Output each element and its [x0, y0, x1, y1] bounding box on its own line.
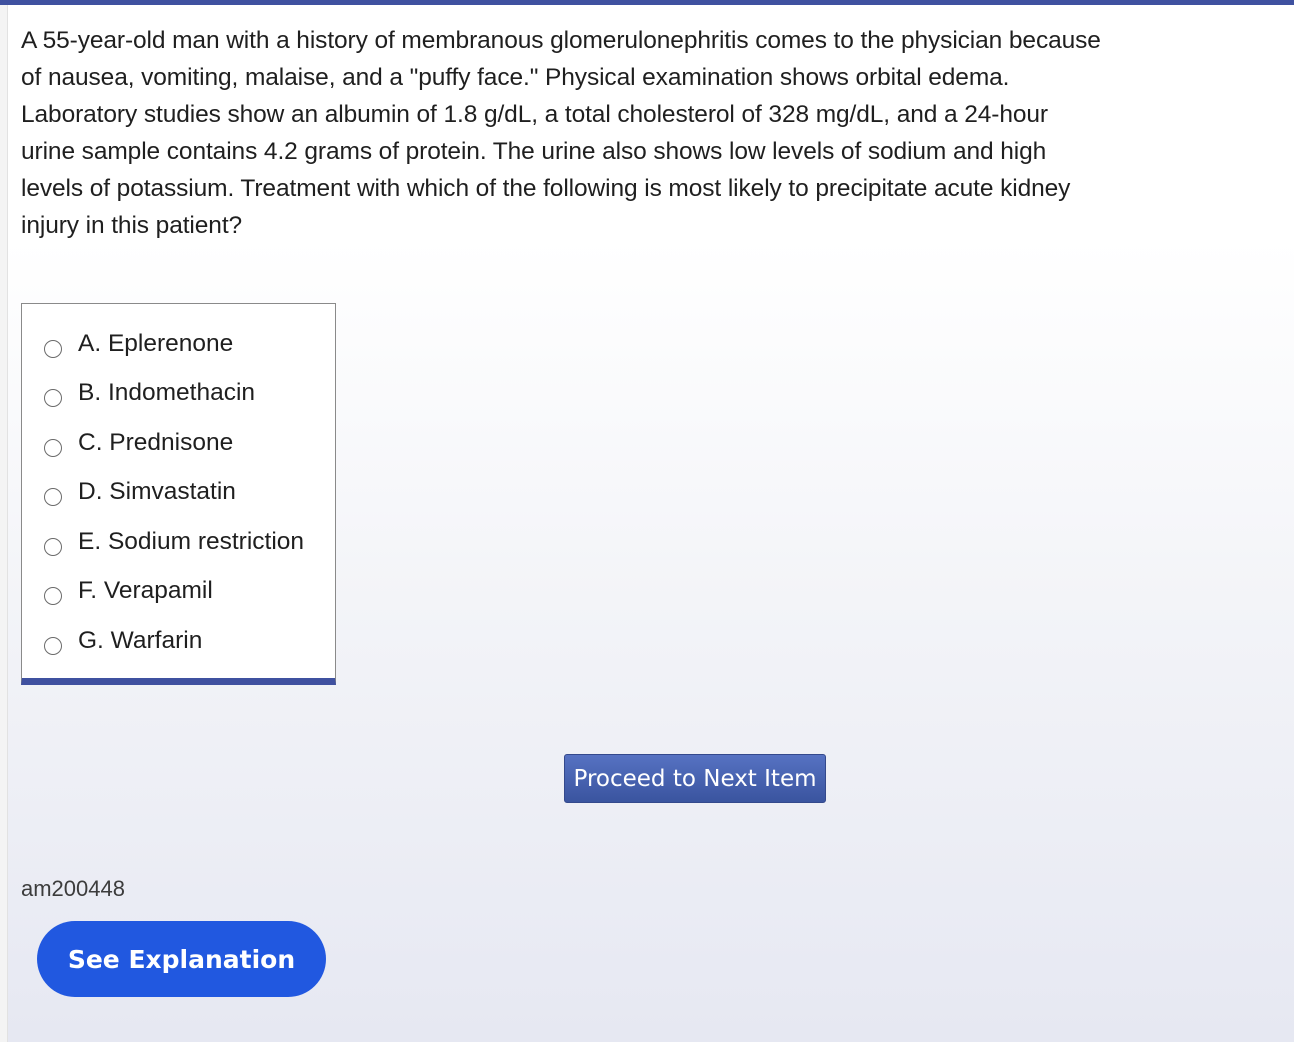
choice-label: F. Verapamil: [78, 577, 213, 604]
choice-g[interactable]: [22, 621, 335, 661]
radio-button-icon[interactable]: [44, 637, 62, 655]
choice-label: A. Eplerenone: [78, 330, 234, 357]
question-stem: A 55-year-old man with a history of membranous glomerulonephritis comes to the physician because of nausea, vomiting, malaise, and a "puffy face." Physical examination shows orbital edema. Laboratory studies show an albumin of 1.8 g/dL, a total cholesterol of 328 mg/dL, and a 24-hour urine sample contains 4.2 grams of protein. The urine also shows low levels of sodium and high levels of potassium. Treatment with which of the following is most likely to precipitate acute kidney injury in this patient?: [21, 27, 1101, 239]
left-border: [0, 0, 8, 1042]
radio-button-icon[interactable]: [44, 488, 62, 506]
choice-label: C. Prednisone: [78, 429, 234, 456]
choice-label: B. Indomethacin: [78, 379, 256, 406]
radio-button-icon[interactable]: [44, 538, 62, 556]
see-explanation-button[interactable]: See Explanation: [37, 921, 326, 997]
choice-d[interactable]: [22, 472, 335, 512]
choice-e[interactable]: [22, 522, 335, 562]
top-accent-bar: [0, 0, 1294, 5]
item-id: am200448: [21, 876, 125, 901]
choice-label: G. Warfarin: [78, 627, 203, 654]
choice-b[interactable]: [22, 373, 335, 413]
radio-button-icon[interactable]: [44, 389, 62, 407]
radio-button-icon[interactable]: [44, 340, 62, 358]
radio-button-icon[interactable]: [44, 587, 62, 605]
choice-label: D. Simvastatin: [78, 478, 236, 505]
choice-label: E. Sodium restriction: [78, 528, 305, 555]
choice-a[interactable]: [22, 324, 335, 364]
proceed-next-item-button[interactable]: Proceed to Next Item: [564, 754, 826, 803]
radio-button-icon[interactable]: [44, 439, 62, 457]
answer-choices-panel: [21, 303, 336, 685]
choice-c[interactable]: [22, 423, 335, 463]
choice-f[interactable]: [22, 571, 335, 611]
